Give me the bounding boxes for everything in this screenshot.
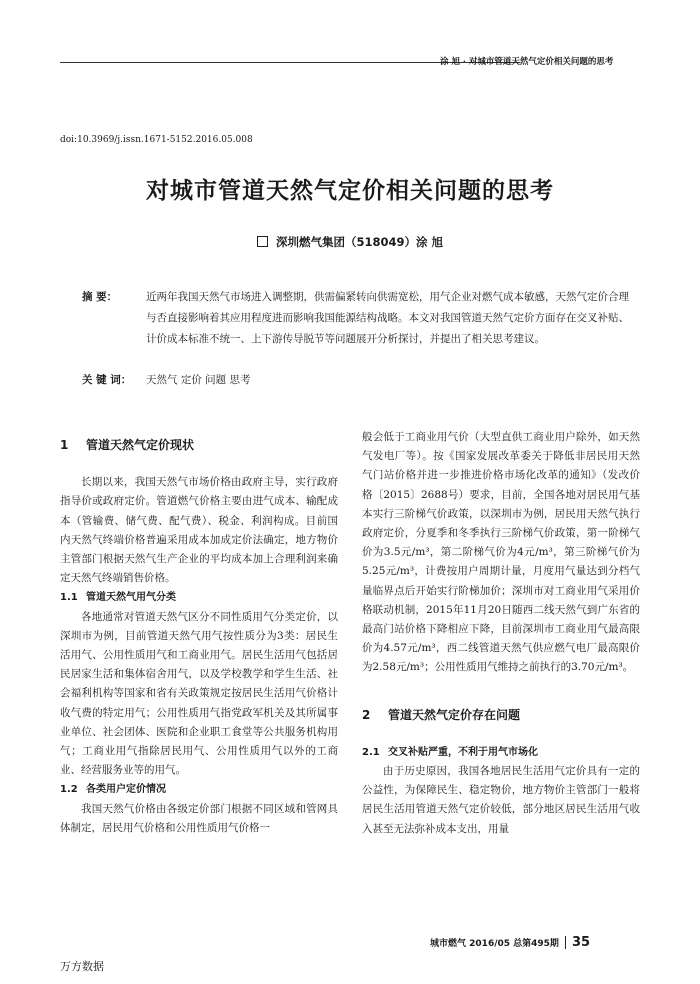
section-1-2-heading: [60, 780, 338, 799]
paragraph: 各地通常对管道天然气区分不同性质用气分类定价，以深圳市为例，目前管道天然气用气按性质分为3类：居民生活用气、公用性质用气和工商业用气。居民生活用气包括居民居家生活和集体宿舍用气，以及学校教学和学生生活、社会福利机构等国家和省有关政策规定按居民生活用气价格计收气费的特定用气；公用性质用气指党政军机关及其所属事业单位、社会团体、医院和企业职工食堂等公共服务机构用气；工商业用气指除居民用气、公用性质用气以外的工商业、经营服务业等的用气。: [60, 610, 338, 777]
paragraph-continued: 般会低于工商业用气价（大型直供工商业用户除外，如天然气发电厂等）。按《国家发展改革委关于降低非居民用天然气门站价格并进一步推进价格市场化改革的通知》（发改价格〔2015〕2688号）要求，目前，全国各地对居民用气基本实行三阶梯气价政策，以深圳市为例，居民用天然气执行政府定价，分夏季和冬季执行三阶梯气价政策，第一阶梯气价为3.5元/m³，第二阶梯气价为4元/m³，第三阶梯气价为5.25元/m³，计费按用户周期计量，月度用气量达到分档气量临界点后开始实行阶梯加价；深圳市对工商业用气采用价格联动机制，2015年11月20日随西二线天然气到广东省的最高门站价格下降相应下降，目前深圳市工商业用气最高限价为4.57元/m³，西二线管道天然气供应燃气电厂最高限价为2.58元/m³；公用性质用气维持之前执行的3.70元/m³。: [362, 431, 640, 674]
keywords-text: 天然气 定价 问题 思考: [146, 374, 251, 386]
author-line: [0, 234, 700, 250]
doi[interactable]: doi:10.3969/j.issn.1671-5152.2016.05.008: [60, 135, 253, 145]
page-number: 35: [571, 935, 591, 950]
running-header: 涂 旭 · 对城市管道天然气定价相关问题的思考: [440, 57, 614, 67]
page-footer: [430, 935, 590, 950]
abstract-label: 摘 要：: [82, 291, 118, 303]
watermark: 万方数据: [60, 960, 104, 973]
section-2-heading: [362, 706, 640, 725]
section-title: 管道天然气定价存在问题: [388, 707, 521, 722]
author-text: 深圳燃气集团（518049）涂 旭: [275, 235, 443, 249]
abstract: [82, 287, 634, 350]
left-column: [60, 428, 338, 838]
paragraph: 长期以来，我国天然气市场价格由政府主导，实行政府指导价或政府定价。管道燃气价格主要由进气成本、输配成本（管输费、储气费、配气费）、税金、利润构成。目前国内天然气终端价格普遍采用成本加成定价法确定，地方物价主管部门根据天然气生产企业的平均成本加上合理利润来确定天然气终端销售价格。: [60, 476, 338, 585]
issue-info: 2016/05 总第495期: [469, 939, 559, 949]
right-column: [362, 428, 640, 839]
section-number: 2.1: [362, 746, 380, 758]
keywords-label: 关 键 词：: [82, 374, 132, 386]
section-number: 1.2: [60, 784, 78, 796]
section-title: 各类用户定价情况: [86, 784, 166, 796]
abstract-text: 近两年我国天然气市场进入调整期，供需偏紧转向供需宽松，用气企业对燃气成本敏感，天然气定价合理与否直接影响着其应用程度进而影响我国能源结构战略。本文对我国管道天然气定价方面存在交叉补贴、计价成本标准不统一、上下游传导脱节等问题展开分析探讨，并提出了相关思考建议。: [146, 291, 629, 345]
keywords: [82, 370, 634, 391]
section-title: 交叉补贴严重，不利于用气市场化: [388, 746, 538, 758]
section-title: 管道天然气用气分类: [86, 592, 176, 604]
paragraph: 我国天然气价格由各级定价部门根据不同区域和管网具体制定，居民用气价格和公用性质用气价格一: [60, 802, 338, 834]
paragraph: 由于历史原因，我国各地居民生活用气定价具有一定的公益性，为保障民生、稳定物价，地方物价主管部门一般将居民生活用管道天然气定价较低，部分地区居民生活用气收入甚至无法弥补成本支出，用量: [362, 765, 640, 835]
square-icon: [257, 236, 268, 247]
section-2-1-heading: [362, 743, 640, 762]
footer-divider: [565, 936, 566, 949]
section-1-heading: [60, 436, 338, 455]
article-title: 对城市管道天然气定价相关问题的思考: [146, 177, 554, 204]
section-number: 2: [362, 707, 371, 722]
section-number: 1.1: [60, 592, 78, 604]
section-1-1-heading: [60, 588, 338, 607]
journal-name: 城市燃气: [430, 939, 467, 949]
section-number: 1: [60, 438, 69, 452]
section-title: 管道天然气定价现状: [86, 438, 195, 452]
